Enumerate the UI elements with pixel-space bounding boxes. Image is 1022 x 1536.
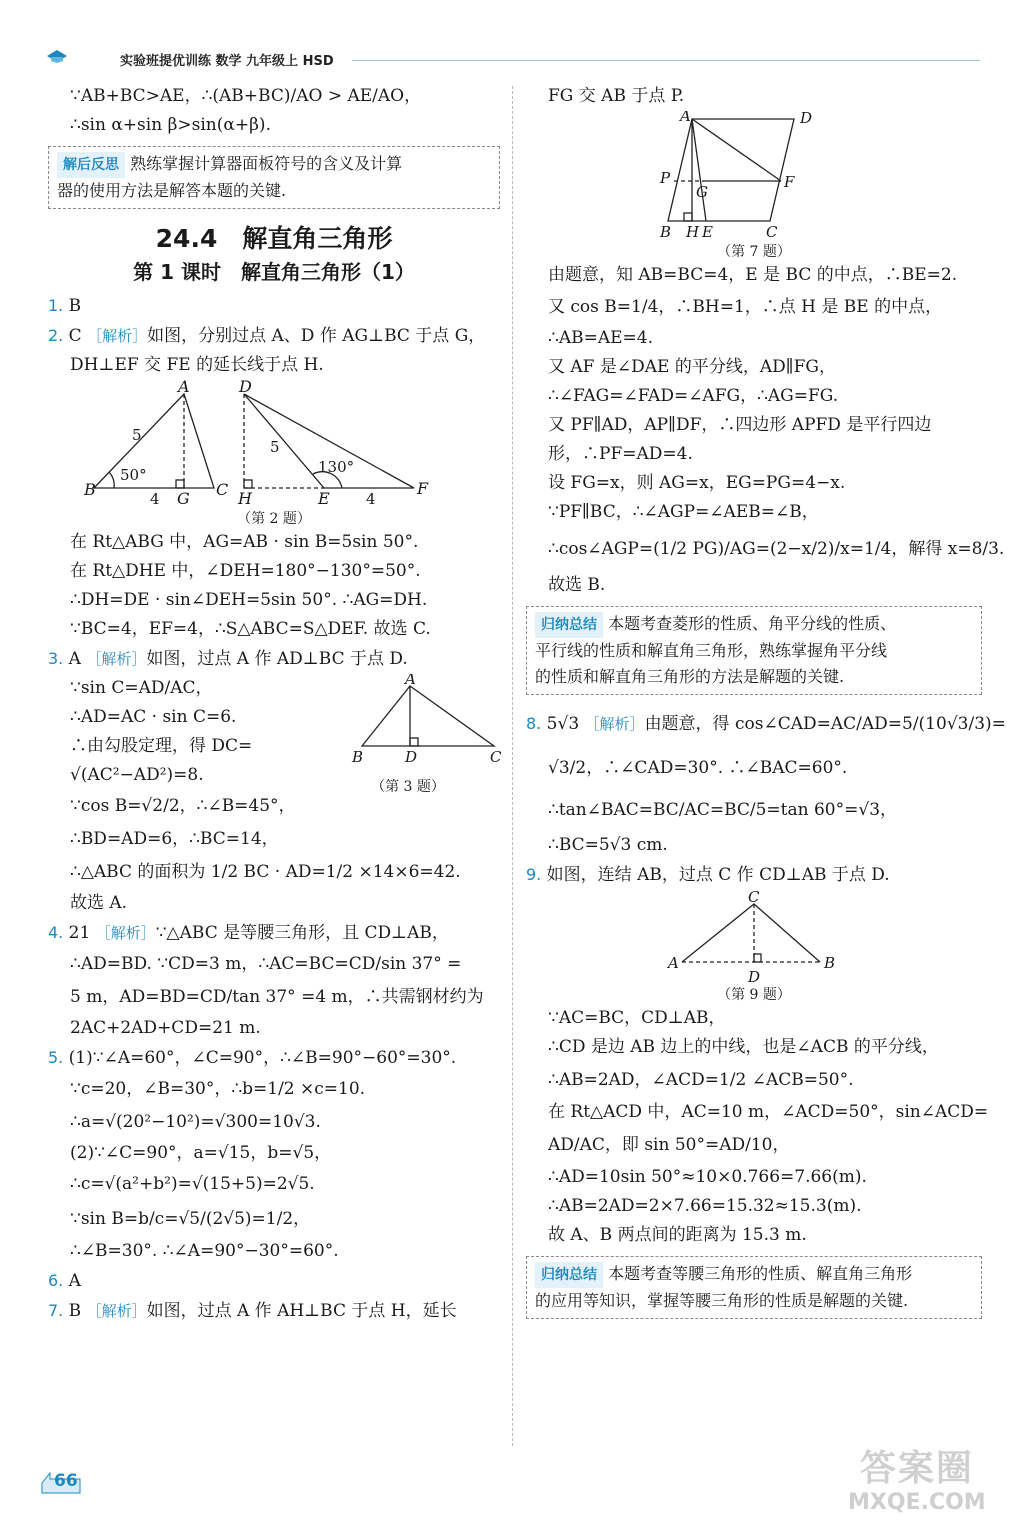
text-line: 故选 B. [548, 575, 606, 595]
header-rule [352, 60, 980, 61]
analysis-tag: ［解析］ [86, 1302, 147, 1320]
answer-4: 4. 21 ［解析］∵△ABC 是等腰三角形，且 CD⊥AB， [48, 923, 449, 943]
figure-3 [348, 674, 508, 768]
label-C: C [216, 480, 229, 499]
section-title: 24.4 解直角三角形 [155, 224, 393, 253]
label-H: H [686, 223, 700, 241]
book-title: 实验班提优训练 数学 九年级上 HSD [120, 54, 334, 69]
text-line: ∴BC=5√3 cm. [548, 835, 668, 855]
text-line: 故选 A. [70, 893, 128, 913]
text-line: ∵BC=4，EF=4，∴S△ABC=S△DEF. 故选 C. [70, 619, 431, 639]
page-header [40, 40, 980, 74]
reflection-box [48, 146, 500, 209]
q3-block [48, 674, 502, 795]
label-H: H [238, 489, 252, 508]
label-G: G [177, 489, 190, 508]
label-F: F [784, 173, 795, 191]
text-line: ∵sin C=AD/AC， [70, 678, 213, 698]
text-line: 在 Rt△ACD 中，AC=10 m，∠ACD=50°，sin∠ACD= [548, 1102, 989, 1122]
summary-label: 归纳总结 [535, 1262, 603, 1288]
text-line: 又 PF∥AD，AP∥DF，∴四边形 APFD 是平行四边 [548, 415, 932, 435]
figure-2-caption: （第 2 题） [237, 511, 311, 527]
length-de: 5 [270, 438, 280, 456]
angle-e: 130° [318, 458, 355, 476]
text-line: ∴AB=AE=4. [548, 328, 653, 348]
angle-b: 50° [120, 466, 147, 484]
left-column [48, 82, 500, 1326]
text-line: ∴∠B=30°. ∴∠A=90°−30°=60°. [70, 1241, 339, 1261]
text-line: ∵sin B=b/c=√5/(2√5)=1/2， [70, 1209, 311, 1229]
label-B: B [660, 223, 672, 241]
summary-box: 归纳总结 本题考查菱形的性质、角平分线的性质、 平行线的性质和解直角三角形，熟练掌握角平分线 的性质和解直角三角形的方法是解题的关键. [526, 606, 982, 695]
text-line: ∴CD 是边 AB 边上的中线，也是∠ACB 的平分线， [548, 1037, 939, 1057]
text-line: ∵AB+BC>AE，∴(AB+BC)/AO > AE/AO， [70, 86, 422, 106]
answer-7: 7. B ［解析］如图，过点 A 作 AH⊥BC 于点 H，延长 [48, 1301, 457, 1321]
text-line: 在 Rt△DHE 中，∠DEH=180°−130°=50°. [70, 561, 421, 581]
analysis-tag: ［解析］ [86, 650, 147, 668]
text-line: ∵cos B=√2/2，∴∠B=45°， [70, 796, 296, 816]
analysis-tag: ［解析］ [95, 924, 156, 942]
text-line: ∴DH=DE · sin∠DEH=5sin 50°. ∴AG=DH. [70, 590, 428, 610]
label-F: F [417, 479, 429, 498]
label-E: E [702, 223, 713, 241]
label-B: B [824, 954, 836, 972]
text-line: √(AC²−AD²)=8. [70, 765, 204, 785]
text-line: ∴sin α+sin β>sin(α+β). [70, 115, 271, 135]
summary-label: 归纳总结 [535, 612, 603, 638]
text-line: 设 FG=x，则 AG=x，EG=PG=4−x. [548, 473, 846, 493]
text-line: 5 m，AD=BD=CD/tan 37° =4 m，∴共需钢材约为 [70, 987, 484, 1007]
column-divider [512, 86, 513, 1446]
text-line: ∴由勾股定理，得 DC= [70, 736, 253, 756]
label-A: A [680, 111, 691, 125]
label-D: D [239, 380, 252, 396]
label-D: D [748, 968, 761, 986]
answer-9: 9. 如图，连结 AB，过点 C 作 CD⊥AB 于点 D. [526, 865, 890, 885]
answer-3: 3. A ［解析］如图，过点 A 作 AD⊥BC 于点 D. [48, 649, 408, 669]
label-D: D [405, 748, 418, 766]
text-line: DH⊥EF 交 FE 的延长线于点 H. [70, 355, 324, 375]
right-column [526, 82, 1006, 1325]
text-line: ∴AB=2AD=2×7.66=15.32≈15.3(m). [548, 1196, 862, 1216]
answer-2: 2. C ［解析］如图，分别过点 A、D 作 AG⊥BC 于点 G， [48, 326, 486, 346]
text-line: ∵c=20，∠B=30°，∴b=1/2 ×c=10. [70, 1079, 366, 1099]
length-ab: 5 [132, 426, 142, 444]
lesson-title: 第 1 课时 解直角三角形（1） [133, 260, 415, 284]
length-ef: 4 [366, 490, 376, 508]
text-line: 在 Rt△ABG 中，AG=AB · sin B=5sin 50°. [70, 532, 419, 552]
text-line: 又 AF 是∠DAE 的平分线，AD∥FG， [548, 357, 836, 377]
text-line: ∴tan∠BAC=BC/AC=BC/5=tan 60°=√3， [548, 800, 898, 820]
label-A: A [668, 954, 679, 972]
watermark: 答案圈 MXQE.COM [848, 1448, 986, 1515]
label-C: C [490, 748, 502, 766]
label-D: D [800, 111, 813, 127]
answer-1: 1. B [48, 296, 82, 316]
text-line: ∴c=√(a²+b²)=√(15+5)=2√5. [70, 1174, 315, 1194]
text-line: √3/2，∴∠CAD=30°. ∴∠BAC=60°. [548, 758, 848, 778]
text-line: (2)∵∠C=90°，a=√15，b=√5， [70, 1143, 332, 1163]
text-line: ∴AB=2AD，∠ACD=1/2 ∠ACB=50°. [548, 1070, 854, 1090]
figure-2 [74, 380, 474, 510]
analysis-tag: ［解析］ [584, 715, 645, 733]
page-number: 66 [40, 1469, 82, 1495]
answer-5: 5. (1)∵∠A=60°，∠C=90°，∴∠B=90°−60°=30°. [48, 1048, 457, 1068]
label-C: C [748, 890, 760, 906]
text-line: ∴△ABC 的面积为 1/2 BC · AD=1/2 ×14×6=42. [70, 862, 461, 882]
text-line: ∵AC=BC，CD⊥AB， [548, 1008, 726, 1028]
text-line: ∴cos∠AGP=(1/2 PG)/AG=(2−x/2)/x=1/4，解得 x=8/3. [548, 539, 1005, 559]
length-bg: 4 [150, 490, 160, 508]
text-line: AD/AC，即 sin 50°=AD/10， [548, 1135, 790, 1155]
text-line: 故 A、B 两点间的距离为 15.3 m. [548, 1225, 807, 1245]
text-line: FG 交 AB 于点 P. [548, 86, 685, 106]
figure-3-caption: （第 3 题） [371, 779, 445, 795]
figure-7 [654, 111, 854, 243]
text-line: ∴BD=AD=6，∴BC=14， [70, 829, 279, 849]
text-line: ∴AD=AC · sin C=6. [70, 707, 237, 727]
analysis-tag: ［解析］ [87, 327, 148, 345]
text-line: ∴AD=10sin 50°≈10×0.766=7.66(m). [548, 1167, 867, 1187]
text-line: ∵PF∥BC，∴∠AGP=∠AEB=∠B， [548, 502, 819, 522]
answer-8: 8. 5√3 ［解析］由题意，得 cos∠CAD=AC/AD=5/(10√3/3)= [526, 714, 1006, 734]
text-line: 2AC+2AD+CD=21 m. [70, 1018, 261, 1038]
summary-box: 归纳总结 本题考查等腰三角形的性质、解直角三角形 的应用等知识，掌握等腰三角形的性质是解题的关键. [526, 1256, 982, 1319]
reflection-label: 解后反思 [57, 152, 125, 178]
label-E: E [318, 489, 330, 508]
label-G: G [696, 183, 708, 201]
reflection-text: 器的使用方法是解答本题的关键. [57, 181, 287, 200]
text-line: ∴AD=BD. ∵CD=3 m，∴AC=BC=CD/sin 37° = [70, 954, 462, 974]
label-P: P [660, 169, 671, 187]
label-A: A [405, 674, 416, 688]
text-line: ∴∠FAG=∠FAD=∠AFG，∴AG=FG. [548, 386, 839, 406]
label-B: B [352, 748, 364, 766]
text-line: 又 cos B=1/4，∴BH=1，∴点 H 是 BE 的中点， [548, 297, 943, 317]
figure-9 [664, 890, 844, 986]
figure-9-caption: （第 9 题） [717, 987, 791, 1003]
figure-7-caption: （第 7 题） [717, 244, 791, 260]
answer-6: 6. A [48, 1271, 81, 1291]
label-B: B [84, 480, 96, 499]
text-line: ∴a=√(20²−10²)=√300=10√3. [70, 1112, 321, 1132]
book-logo-icon [46, 48, 68, 64]
label-C: C [766, 223, 778, 241]
label-A: A [178, 380, 190, 396]
reflection-text: 熟练掌握计算器面板符号的含义及计算 [130, 154, 403, 173]
text-line: 由题意，知 AB=BC=4，E 是 BC 的中点，∴BE=2. [548, 265, 958, 285]
text-line: 形，∴PF=AD=4. [548, 444, 693, 464]
